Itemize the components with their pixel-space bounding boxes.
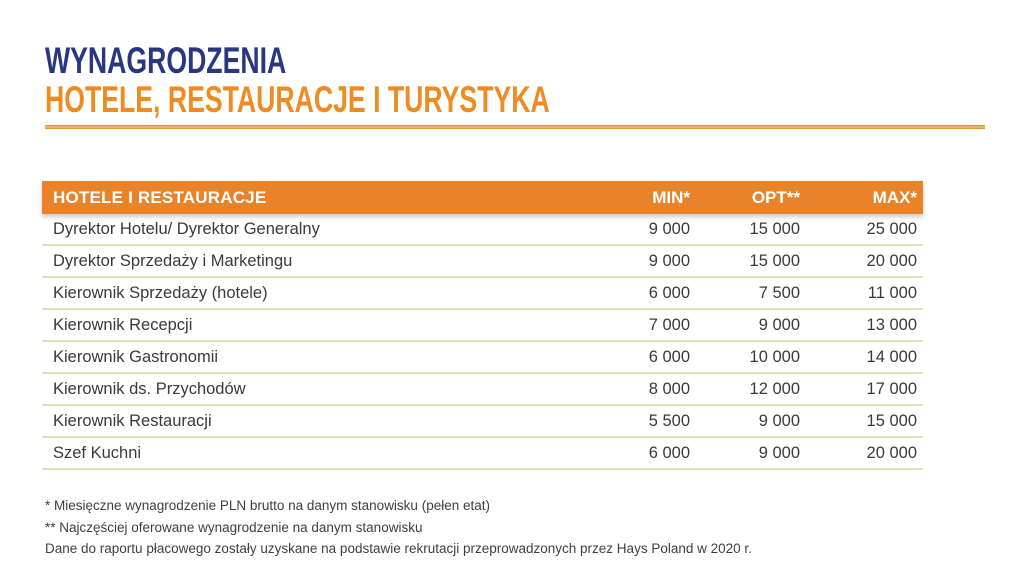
opt-value: 15 000 xyxy=(749,219,800,238)
table-header-opt: OPT** xyxy=(751,187,800,207)
position-label: Dyrektor Hotelu/ Dyrektor Generalny xyxy=(53,219,320,238)
footnote-data-source: Dane do raportu płacowego zostały uzyskane na podstawie rekrutacji przeprowadzonych przez Hays Poland w 2020 r. xyxy=(45,541,752,556)
opt-value: 10 000 xyxy=(749,347,800,366)
table-row xyxy=(42,246,923,278)
opt-value: 9 000 xyxy=(758,411,800,430)
footnote-opt-definition: ** Najczęściej oferowane wynagrodzenie na danym stanowisku xyxy=(45,519,423,535)
position-label: Kierownik Sprzedaży (hotele) xyxy=(53,283,268,302)
table-row xyxy=(42,310,923,342)
table-row xyxy=(42,406,923,438)
opt-value: 12 000 xyxy=(749,379,800,398)
opt-value: 15 000 xyxy=(749,251,800,270)
max-value: 20 000 xyxy=(866,251,917,270)
table-row xyxy=(42,342,923,374)
min-value: 6 000 xyxy=(648,347,690,366)
position-label: Kierownik Gastronomii xyxy=(53,347,219,366)
page-title-line2: HOTELE, RESTAURACJE I TURYSTYKA xyxy=(45,79,550,120)
table-row xyxy=(42,374,923,406)
position-label: Kierownik Restauracji xyxy=(53,411,212,430)
footnote-min-definition: * Miesięczne wynagrodzenie PLN brutto na danym stanowisku (pełen etat) xyxy=(45,498,490,513)
opt-value: 9 000 xyxy=(758,443,800,462)
opt-value: 7 500 xyxy=(758,283,800,302)
position-label: Dyrektor Sprzedaży i Marketingu xyxy=(53,251,293,270)
table-header-max: MAX* xyxy=(872,187,917,207)
max-value: 15 000 xyxy=(866,411,917,430)
footnotes xyxy=(45,495,752,560)
title-divider-rule xyxy=(45,125,985,129)
table-header-row xyxy=(42,181,923,214)
table-row xyxy=(42,214,923,246)
page-title xyxy=(45,42,746,118)
min-value: 9 000 xyxy=(648,251,690,270)
min-value: 5 500 xyxy=(648,411,690,430)
page-title-line1: WYNAGRODZENIA xyxy=(45,40,287,81)
max-value: 14 000 xyxy=(866,347,917,366)
opt-value: 9 000 xyxy=(758,315,800,334)
max-value: 25 000 xyxy=(866,219,917,238)
min-value: 9 000 xyxy=(648,219,690,238)
position-label: Kierownik ds. Przychodów xyxy=(53,379,246,398)
table-header-min: MIN* xyxy=(652,187,690,207)
min-value: 7 000 xyxy=(648,315,690,334)
table-row xyxy=(42,438,923,470)
min-value: 6 000 xyxy=(648,283,690,302)
position-label: Szef Kuchni xyxy=(53,443,142,462)
min-value: 6 000 xyxy=(648,443,690,462)
max-value: 20 000 xyxy=(866,443,917,462)
max-value: 11 000 xyxy=(867,283,917,302)
table-row xyxy=(42,278,923,310)
max-value: 17 000 xyxy=(866,379,917,398)
min-value: 8 000 xyxy=(648,379,690,398)
salary-table xyxy=(42,181,923,470)
position-label: Kierownik Recepcji xyxy=(53,315,193,334)
table-header-category: HOTELE I RESTAURACJE xyxy=(53,187,267,207)
max-value: 13 000 xyxy=(866,315,917,334)
